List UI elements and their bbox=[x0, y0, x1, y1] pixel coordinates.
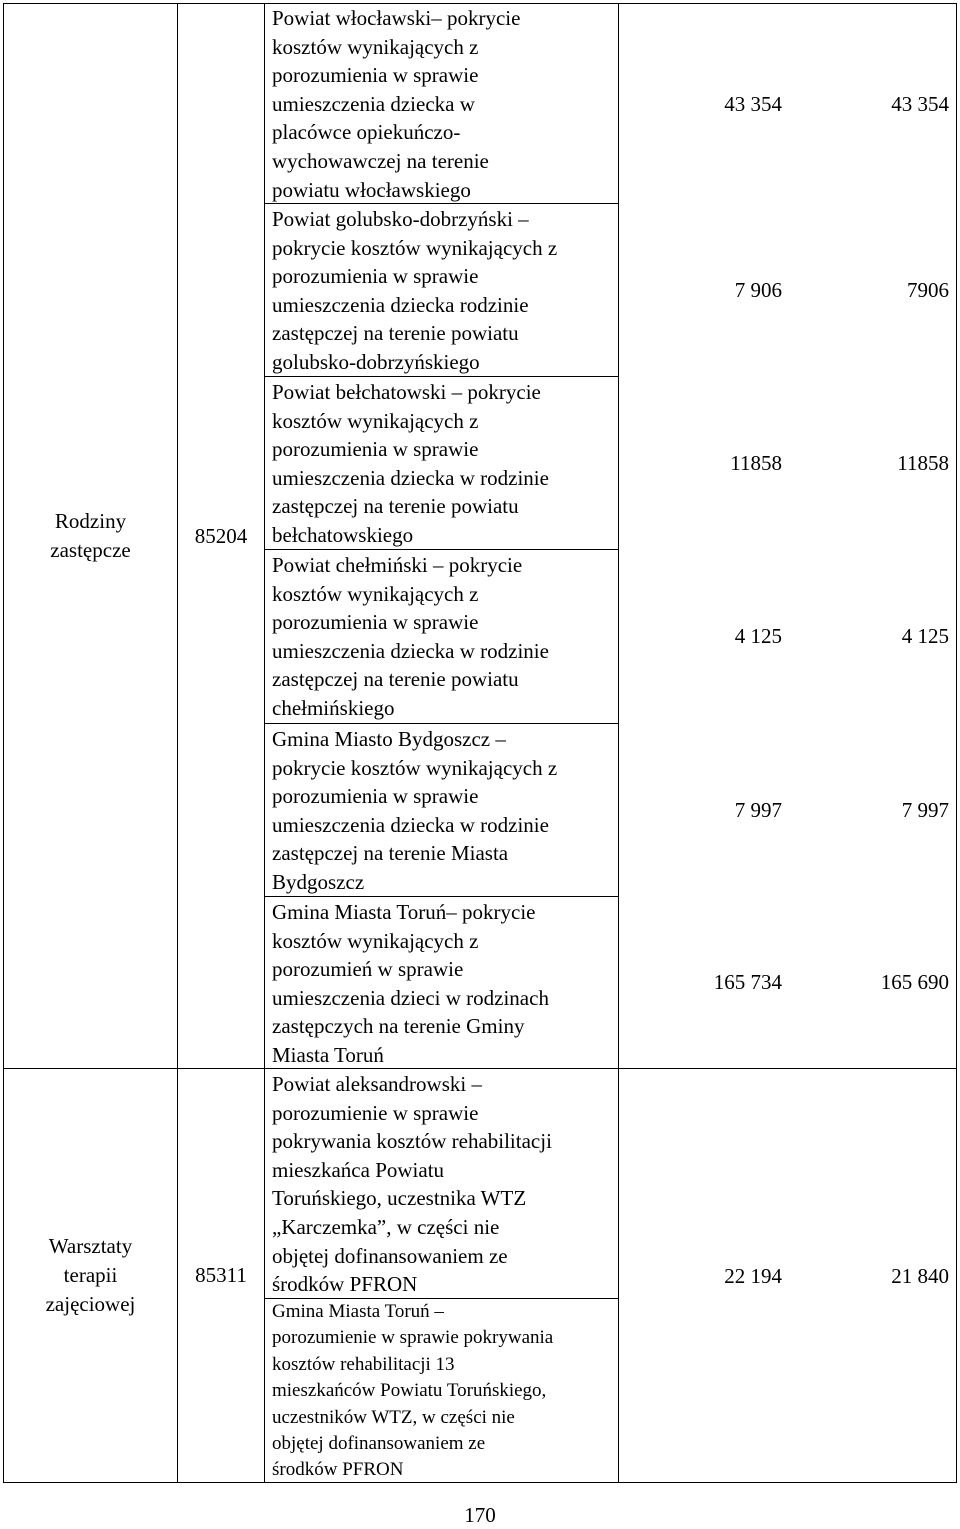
row-description: Gmina Miasto Bydgoszcz – pokrycie kosztów wynikających z porozumienia w sprawie umieszczenia dziecka w rodzinie zastępczej na terenie Miasta Bydgoszcz bbox=[272, 727, 558, 894]
row-description: Powiat bełchatowski – pokrycie kosztów wynikających z porozumienia w sprawie umieszczenia dziecka w rodzinie zastępczej na terenie powiatu bełchatowskiego bbox=[272, 380, 549, 547]
row-description: Gmina Miasta Toruń– pokrycie kosztów wynikających z porozumień w sprawie umieszczenia dzieci w rodzinach zastępczych na terenie Gminy Miasta Toruń bbox=[272, 900, 549, 1067]
row-description: Powiat włocławski– pokrycie kosztów wynikających z porozumienia w sprawie umieszczenia dziecka w placówce opiekuńczo- wychowawczej na terenie powiatu włocławskiego bbox=[272, 6, 521, 202]
plan-amount: 4 125 bbox=[734, 624, 782, 648]
chapter-code: 85204 bbox=[194, 523, 248, 548]
execution-amount: 7906 bbox=[907, 278, 949, 302]
plan-amount: 43 354 bbox=[724, 92, 782, 116]
category-label: Warsztaty terapii zajęciowej bbox=[45, 1234, 136, 1316]
chapter-code: 85311 bbox=[195, 1263, 247, 1287]
plan-amount: 7 997 bbox=[734, 798, 782, 822]
row-description: Powiat golubsko-dobrzyński – pokrycie kosztów wynikających z porozumienia w sprawie umieszczenia dziecka rodzinie zastępczej na terenie powiatu golubsko-dobrzyńskiego bbox=[272, 207, 558, 374]
plan-amount: 11858 bbox=[730, 451, 782, 475]
plan-amount: 7 906 bbox=[734, 278, 782, 302]
category-cell bbox=[4, 4, 177, 1068]
row-description: Powiat chełmiński – pokrycie kosztów wynikających z porozumienia w sprawie umieszczenia dziecka w rodzinie zastępczej na terenie powiatu chełmińskiego bbox=[272, 553, 549, 720]
code-cell bbox=[178, 1069, 264, 1482]
execution-amount: 21 840 bbox=[891, 1264, 949, 1288]
row-description: Gmina Miasta Toruń – porozumienie w sprawie pokrywania kosztów rehabilitacji 13 mieszkańców Powiatu Toruńskiego, uczestników WTZ, w części nie objętej dofinansowaniem ze środków PFRON bbox=[272, 1301, 554, 1481]
plan-amount: 22 194 bbox=[724, 1264, 782, 1288]
page-number: 170 bbox=[464, 1503, 496, 1527]
column-divider bbox=[264, 3, 265, 1483]
execution-amount: 4 125 bbox=[901, 624, 949, 648]
table-border-right bbox=[956, 3, 957, 1483]
code-cell bbox=[178, 4, 264, 1068]
row-description: Powiat aleksandrowski – porozumienie w sprawie pokrywania kosztów rehabilitacji mieszkańca Powiatu Toruńskiego, uczestnika WTZ „Karczemka”, w części nie objętej dofinansowaniem ze środków PFRON bbox=[272, 1072, 552, 1297]
execution-amount: 165 690 bbox=[880, 970, 949, 994]
plan-amount: 165 734 bbox=[713, 970, 782, 994]
category-cell bbox=[4, 1069, 177, 1482]
execution-amount: 7 997 bbox=[901, 798, 949, 822]
row-divider bbox=[264, 723, 619, 724]
category-label: Rodziny zastępcze bbox=[50, 509, 131, 562]
column-divider bbox=[618, 3, 619, 1483]
execution-amount: 11858 bbox=[897, 451, 949, 475]
execution-amount: 43 354 bbox=[891, 92, 949, 116]
